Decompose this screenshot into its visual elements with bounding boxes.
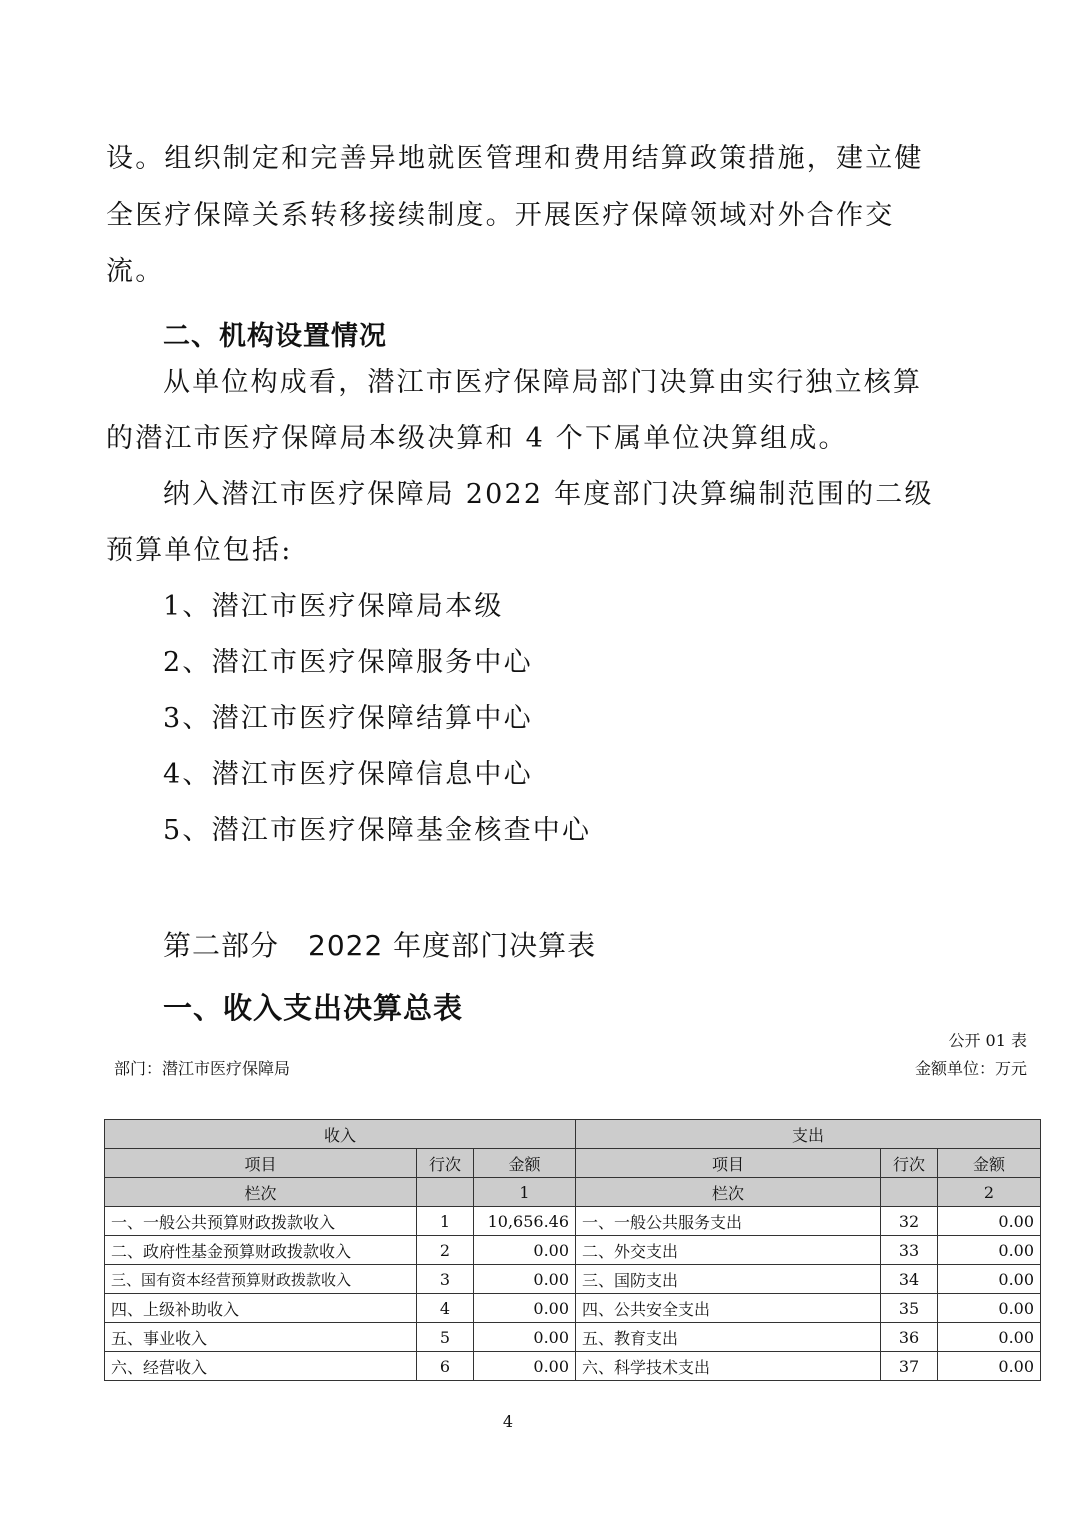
expense-col-number: 2: [938, 1178, 1041, 1207]
paragraph-line: 的潜江市医疗保障局本级决算和 4 个下属单位决算组成。: [106, 423, 848, 454]
expense-amount: 0.00: [938, 1265, 1041, 1294]
expense-item-header: 项目: [576, 1149, 881, 1178]
table-header-row: [105, 1178, 1041, 1207]
unit-label: 金额单位：万元: [914, 1059, 1027, 1078]
income-item: 四、上级补助收入: [105, 1294, 417, 1323]
expense-row-header: 行次: [881, 1149, 938, 1178]
expense-row-no: 32: [881, 1207, 938, 1236]
income-amount: 0.00: [474, 1294, 576, 1323]
department-label: 部门：潜江市医疗保障局: [114, 1059, 291, 1078]
table-code: 公开 01 表: [948, 1031, 1027, 1050]
income-lanci: 栏次: [105, 1178, 417, 1207]
income-amount: 0.00: [474, 1265, 576, 1294]
expense-lanci: 栏次: [576, 1178, 881, 1207]
paragraph-line: 从单位构成看，潜江市医疗保障局部门决算由实行独立核算: [163, 367, 923, 398]
income-row-no: 6: [417, 1352, 474, 1381]
expense-amount: 0.00: [938, 1236, 1041, 1265]
income-item: 二、政府性基金预算财政拨款收入: [105, 1236, 417, 1265]
table-header-row: [105, 1120, 1041, 1149]
income-row-no: 1: [417, 1207, 474, 1236]
expense-item: 五、教育支出: [576, 1323, 881, 1352]
income-col-number: 1: [474, 1178, 576, 1207]
unit-list-item: 5、潜江市医疗保障基金核查中心: [163, 815, 592, 846]
income-amount: 10,656.46: [474, 1207, 576, 1236]
expense-lanci-empty: [881, 1178, 938, 1207]
income-row-no: 2: [417, 1236, 474, 1265]
table-title: 一、收入支出决算总表: [163, 991, 464, 1025]
income-item-header: 项目: [105, 1149, 417, 1178]
table-row: [105, 1352, 1041, 1381]
income-item: 三、国有资本经营预算财政拨款收入: [105, 1265, 417, 1294]
income-item: 一、一般公共预算财政拨款收入: [105, 1207, 417, 1236]
income-row-header: 行次: [417, 1149, 474, 1178]
unit-list-item: 4、潜江市医疗保障信息中心: [163, 759, 533, 790]
paragraph-line: 流。: [106, 256, 165, 287]
expense-item: 四、公共安全支出: [576, 1294, 881, 1323]
income-amount: 0.00: [474, 1323, 576, 1352]
paragraph-line: 设。组织制定和完善异地就医管理和费用结算政策措施，建立健: [106, 143, 924, 174]
paragraph-line: 预算单位包括:: [106, 535, 293, 566]
income-row-no: 4: [417, 1294, 474, 1323]
income-item: 五、事业收入: [105, 1323, 417, 1352]
expense-row-no: 37: [881, 1352, 938, 1381]
expense-header: 支出: [576, 1120, 1041, 1149]
income-item: 六、经营收入: [105, 1352, 417, 1381]
expense-amount: 0.00: [938, 1294, 1041, 1323]
table-row: [105, 1207, 1041, 1236]
budget-summary-table: [104, 1119, 1041, 1381]
unit-list-item: 2、潜江市医疗保障服务中心: [163, 647, 533, 678]
expense-item: 二、外交支出: [576, 1236, 881, 1265]
expense-amount: 0.00: [938, 1207, 1041, 1236]
table-row: [105, 1294, 1041, 1323]
expense-amount-header: 金额: [938, 1149, 1041, 1178]
expense-amount: 0.00: [938, 1352, 1041, 1381]
table-header-row: [105, 1149, 1041, 1178]
expense-row-no: 33: [881, 1236, 938, 1265]
expense-row-no: 34: [881, 1265, 938, 1294]
table-row: [105, 1323, 1041, 1352]
income-amount-header: 金额: [474, 1149, 576, 1178]
expense-row-no: 35: [881, 1294, 938, 1323]
expense-item: 六、科学技术支出: [576, 1352, 881, 1381]
income-lanci-empty: [417, 1178, 474, 1207]
page-number: 4: [502, 1412, 514, 1431]
part-title: 第二部分 2022 年度部门决算表: [163, 929, 597, 962]
paragraph-line: 纳入潜江市医疗保障局 2022 年度部门决算编制范围的二级: [163, 479, 934, 510]
expense-item: 三、国防支出: [576, 1265, 881, 1294]
income-amount: 0.00: [474, 1352, 576, 1381]
unit-list-item: 1、潜江市医疗保障局本级: [163, 591, 504, 622]
expense-item: 一、一般公共服务支出: [576, 1207, 881, 1236]
income-row-no: 5: [417, 1323, 474, 1352]
income-amount: 0.00: [474, 1236, 576, 1265]
income-row-no: 3: [417, 1265, 474, 1294]
paragraph-line: 全医疗保障关系转移接续制度。开展医疗保障领域对外合作交: [106, 200, 895, 231]
unit-list-item: 3、潜江市医疗保障结算中心: [163, 703, 533, 734]
income-header: 收入: [105, 1120, 576, 1149]
section-heading: 二、机构设置情况: [163, 321, 387, 352]
table-row: [105, 1265, 1041, 1294]
table-row: [105, 1236, 1041, 1265]
expense-amount: 0.00: [938, 1323, 1041, 1352]
expense-row-no: 36: [881, 1323, 938, 1352]
